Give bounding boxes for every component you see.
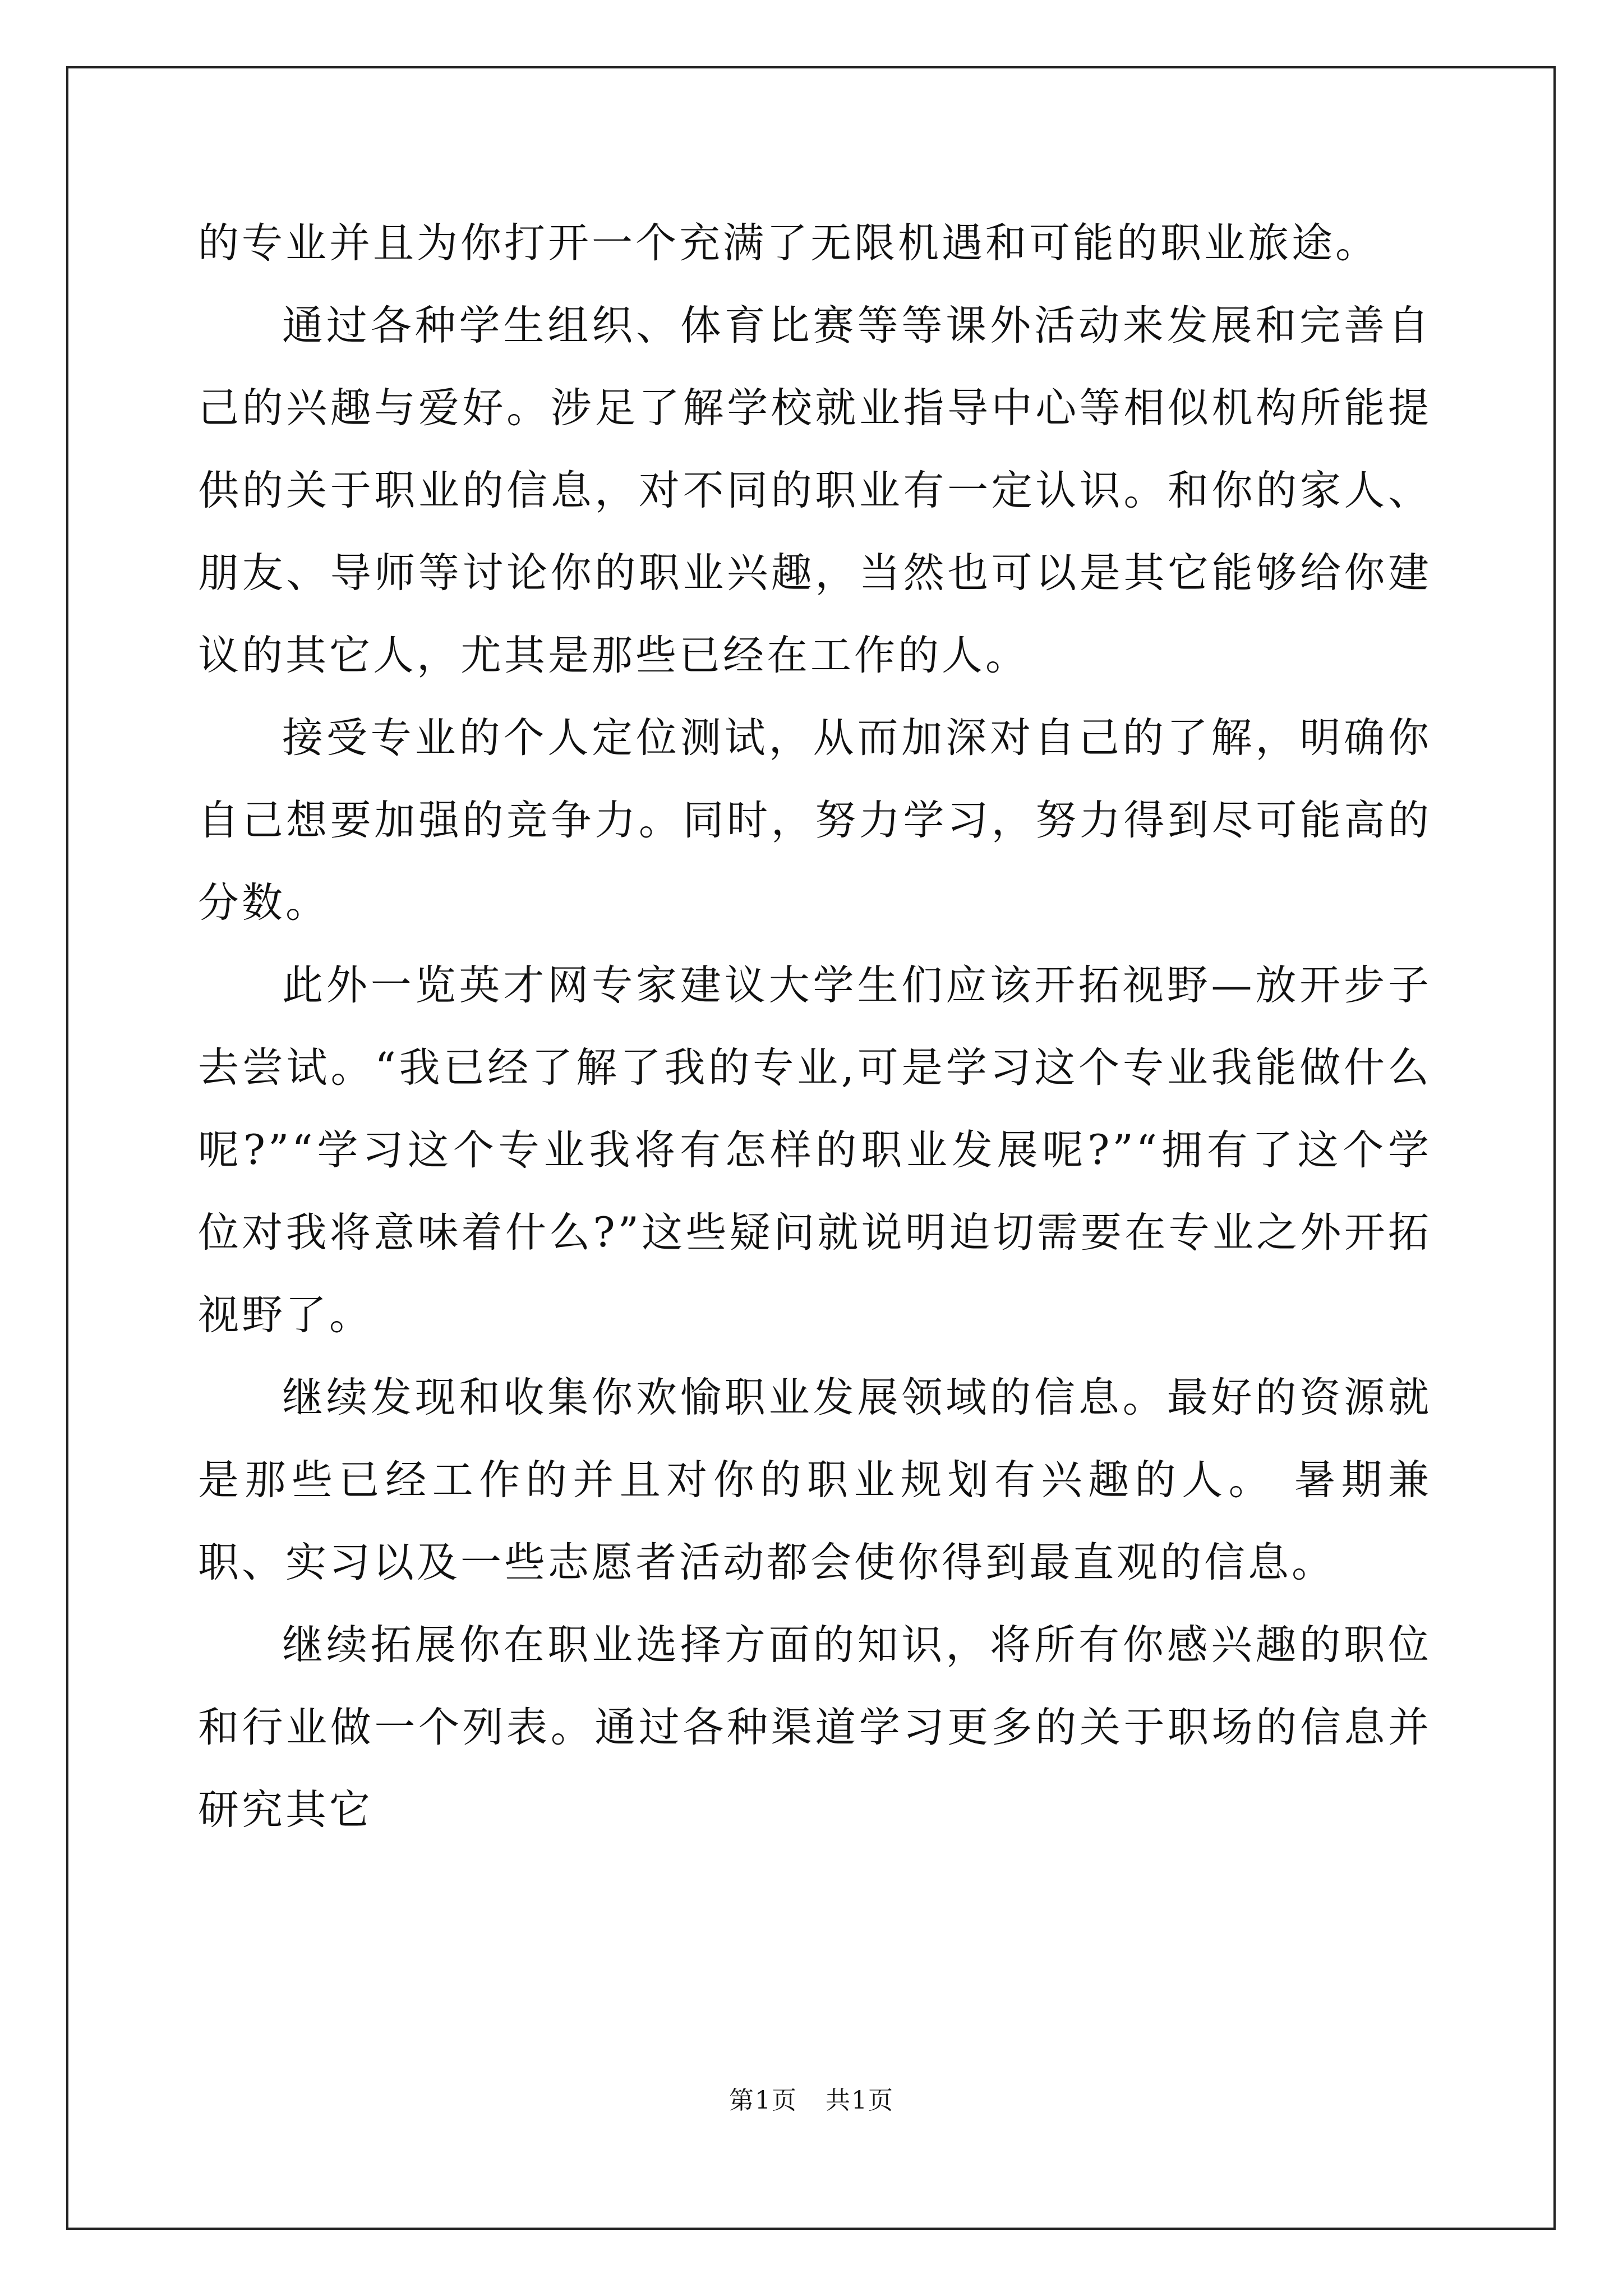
page-number: 第1页: [729, 2086, 797, 2115]
paragraph-1: 的专业并且为你打开一个充满了无限机遇和可能的职业旅途。: [198, 219, 1379, 267]
page-total: 共1页: [826, 2086, 894, 2115]
paragraph-2: 通过各种学生组织、体育比赛等等课外活动来发展和完善自己的兴趣与爱好。涉足了解学校就业指导中心等相似机构所能提供的关于职业的信息，对不同的职业有一定认识。和你的家人、朋友、导师等讨论你的职业兴趣，当然也可以是其它能够给你建议的其它人，尤其是那些已经在工作的人。: [198, 302, 1432, 679]
paragraph-3: 接受专业的个人定位测试，从而加深对自己的了解，明确你自己想要加强的竞争力。同时，努力学习，努力得到尽可能高的分数。: [198, 714, 1432, 927]
paragraph-4: 此外一览英才网专家建议大学生们应该开拓视野—放开步子去尝试。“我已经了解了我的专业,可是学习这个专业我能做什么呢?”“学习这个专业我将有怎样的职业发展呢?”“拥有了这个学位对我将意味着什么?”这些疑问就说明迫切需要在专业之外开拓视野了。: [198, 961, 1432, 1339]
paragraph-5: 继续发现和收集你欢愉职业发展领域的信息。最好的资源就是那些已经工作的并且对你的职业规划有兴趣的人。 暑期兼职、实习以及一些志愿者活动都会使你得到最直观的信息。: [198, 1374, 1432, 1586]
page-footer: [0, 2084, 1623, 2118]
document-body: [198, 202, 1432, 1851]
paragraph-6: 继续拓展你在职业选择方面的知识，将所有你感兴趣的职位和行业做一个列表。通过各种渠道学习更多的关于职场的信息并研究其它: [198, 1621, 1432, 1834]
